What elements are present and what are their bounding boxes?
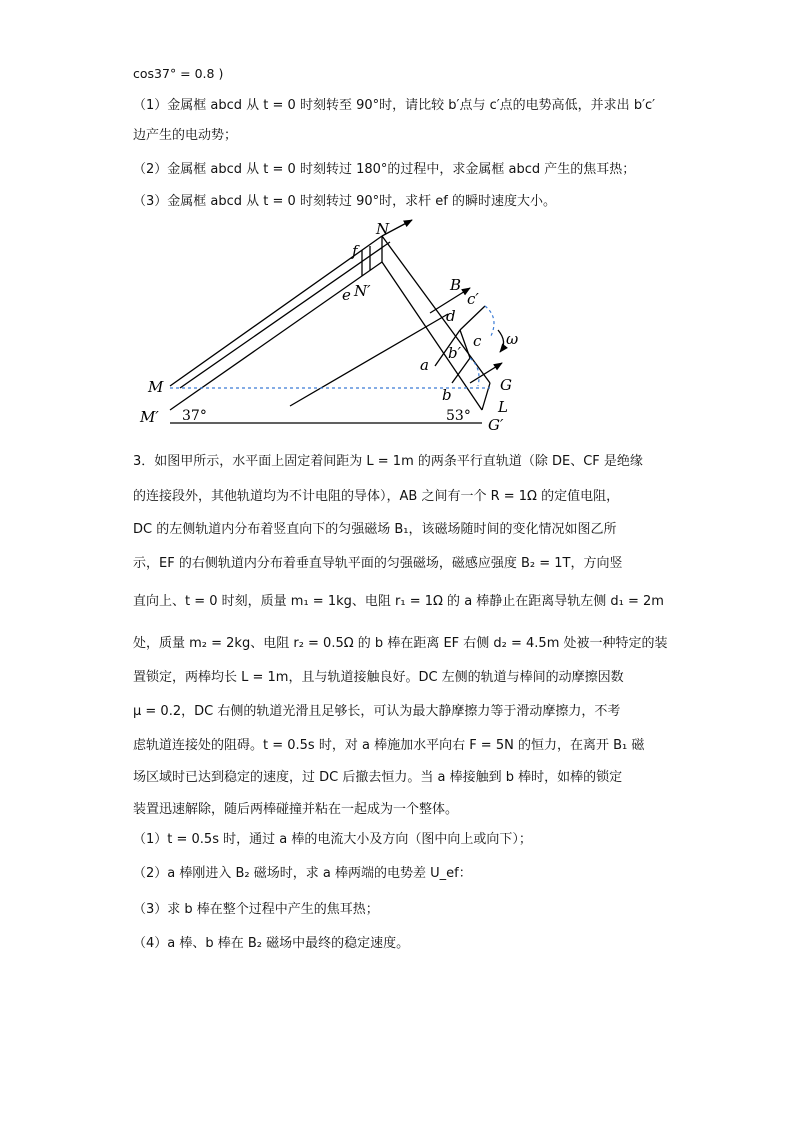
physics-figure-rails <box>130 218 530 436</box>
label-d: d <box>446 307 456 325</box>
label-M: M <box>148 378 164 396</box>
label-N: N <box>376 220 390 238</box>
label-Nprime: N′ <box>354 282 371 300</box>
label-b: b <box>442 386 452 404</box>
angle-label-right: 53° <box>446 408 471 424</box>
text-line: 3．如图甲所示，水平面上固定着间距为 L = 1m 的两条平行直轨道（除 DE、CF 是绝缘 <box>133 454 643 469</box>
label-cprime: c′ <box>467 290 479 308</box>
label-bprime: b′ <box>448 344 462 362</box>
text-line: 的连接段外，其他轨道均为不计电阻的导体），AB 之间有一个 R = 1Ω 的定值电阻， <box>133 489 620 504</box>
label-G: G <box>500 376 512 394</box>
rail-MN <box>170 236 382 386</box>
text-line: （2）金属框 abcd 从 t = 0 时刻转过 180°的过程中，求金属框 abcd 产生的焦耳热； <box>133 162 636 177</box>
angle-label-left: 37° <box>182 408 207 424</box>
text-line: DC 的左侧轨道内分布着竖直向下的匀强磁场 B₁，该磁场随时间的变化情况如图乙所 <box>133 522 617 537</box>
text-line: （2）a 棒刚进入 B₂ 磁场时，求 a 棒两端的电势差 U_ef： <box>133 866 472 881</box>
text-line: （4）a 棒、b 棒在 B₂ 磁场中最终的稳定速度。 <box>133 936 410 951</box>
omega-arrow <box>498 330 504 352</box>
label-e: e <box>342 286 351 304</box>
label-a: a <box>420 356 429 374</box>
text-line: 边产生的电动势； <box>133 128 238 143</box>
text-line: （1）t = 0.5s 时，通过 a 棒的电流大小及方向（图中向上或向下）； <box>133 832 532 847</box>
label-omega: ω <box>506 330 519 348</box>
text-line: 处，质量 m₂ = 2kg、电阻 r₂ = 0.5Ω 的 b 棒在距离 EF 右侧 d₂ = 4.5m 处被一种特定的装 <box>133 636 668 651</box>
text-line: （3）求 b 棒在整个过程中产生的焦耳热； <box>133 902 379 917</box>
label-L: L <box>498 398 508 416</box>
text-line: 直向上、t = 0 时刻，质量 m₁ = 1kg、电阻 r₁ = 1Ω 的 a 棒静止在距离导轨左侧 d₁ = 2m <box>133 594 664 609</box>
text-line: cos37° = 0.8 ) <box>133 66 224 81</box>
text-line: 示，EF 的右侧轨道内分布着垂直导轨平面的匀强磁场，磁感应强度 B₂ = 1T，方向竖 <box>133 556 623 571</box>
label-Mprime: M′ <box>140 408 159 426</box>
text-line: 置锁定，两棒均长 L = 1m，且与轨道接触良好。DC 左侧的轨道与棒间的动摩擦因数 <box>133 670 624 685</box>
text-line: 装置迅速解除，随后两棒碰撞并粘在一起成为一个整体。 <box>133 802 459 817</box>
text-line: （1）金属框 abcd 从 t = 0 时刻转至 90°时，请比较 b′点与 c′点的电势高低，并求出 b′c′ <box>133 98 656 113</box>
text-line: 虑轨道连接处的阻碍。t = 0.5s 时，对 a 棒施加水平向右 F = 5N 的恒力，在离开 B₁ 磁 <box>133 738 645 753</box>
text-line: （3）金属框 abcd 从 t = 0 时刻转过 90°时，求杆 ef 的瞬时速度大小。 <box>133 194 556 209</box>
text-line: μ = 0.2，DC 右侧的轨道光滑且足够长，可认为最大静摩擦力等于滑动摩擦力，不考 <box>133 704 621 719</box>
text-line: 场区域时已达到稳定的速度，过 DC 后撤去恒力。当 a 棒接触到 b 棒时，如棒的锁定 <box>133 770 623 785</box>
label-Gprime: G′ <box>488 416 504 434</box>
label-B: B <box>450 276 462 294</box>
label-c: c <box>473 332 482 350</box>
label-f: f <box>352 242 358 260</box>
